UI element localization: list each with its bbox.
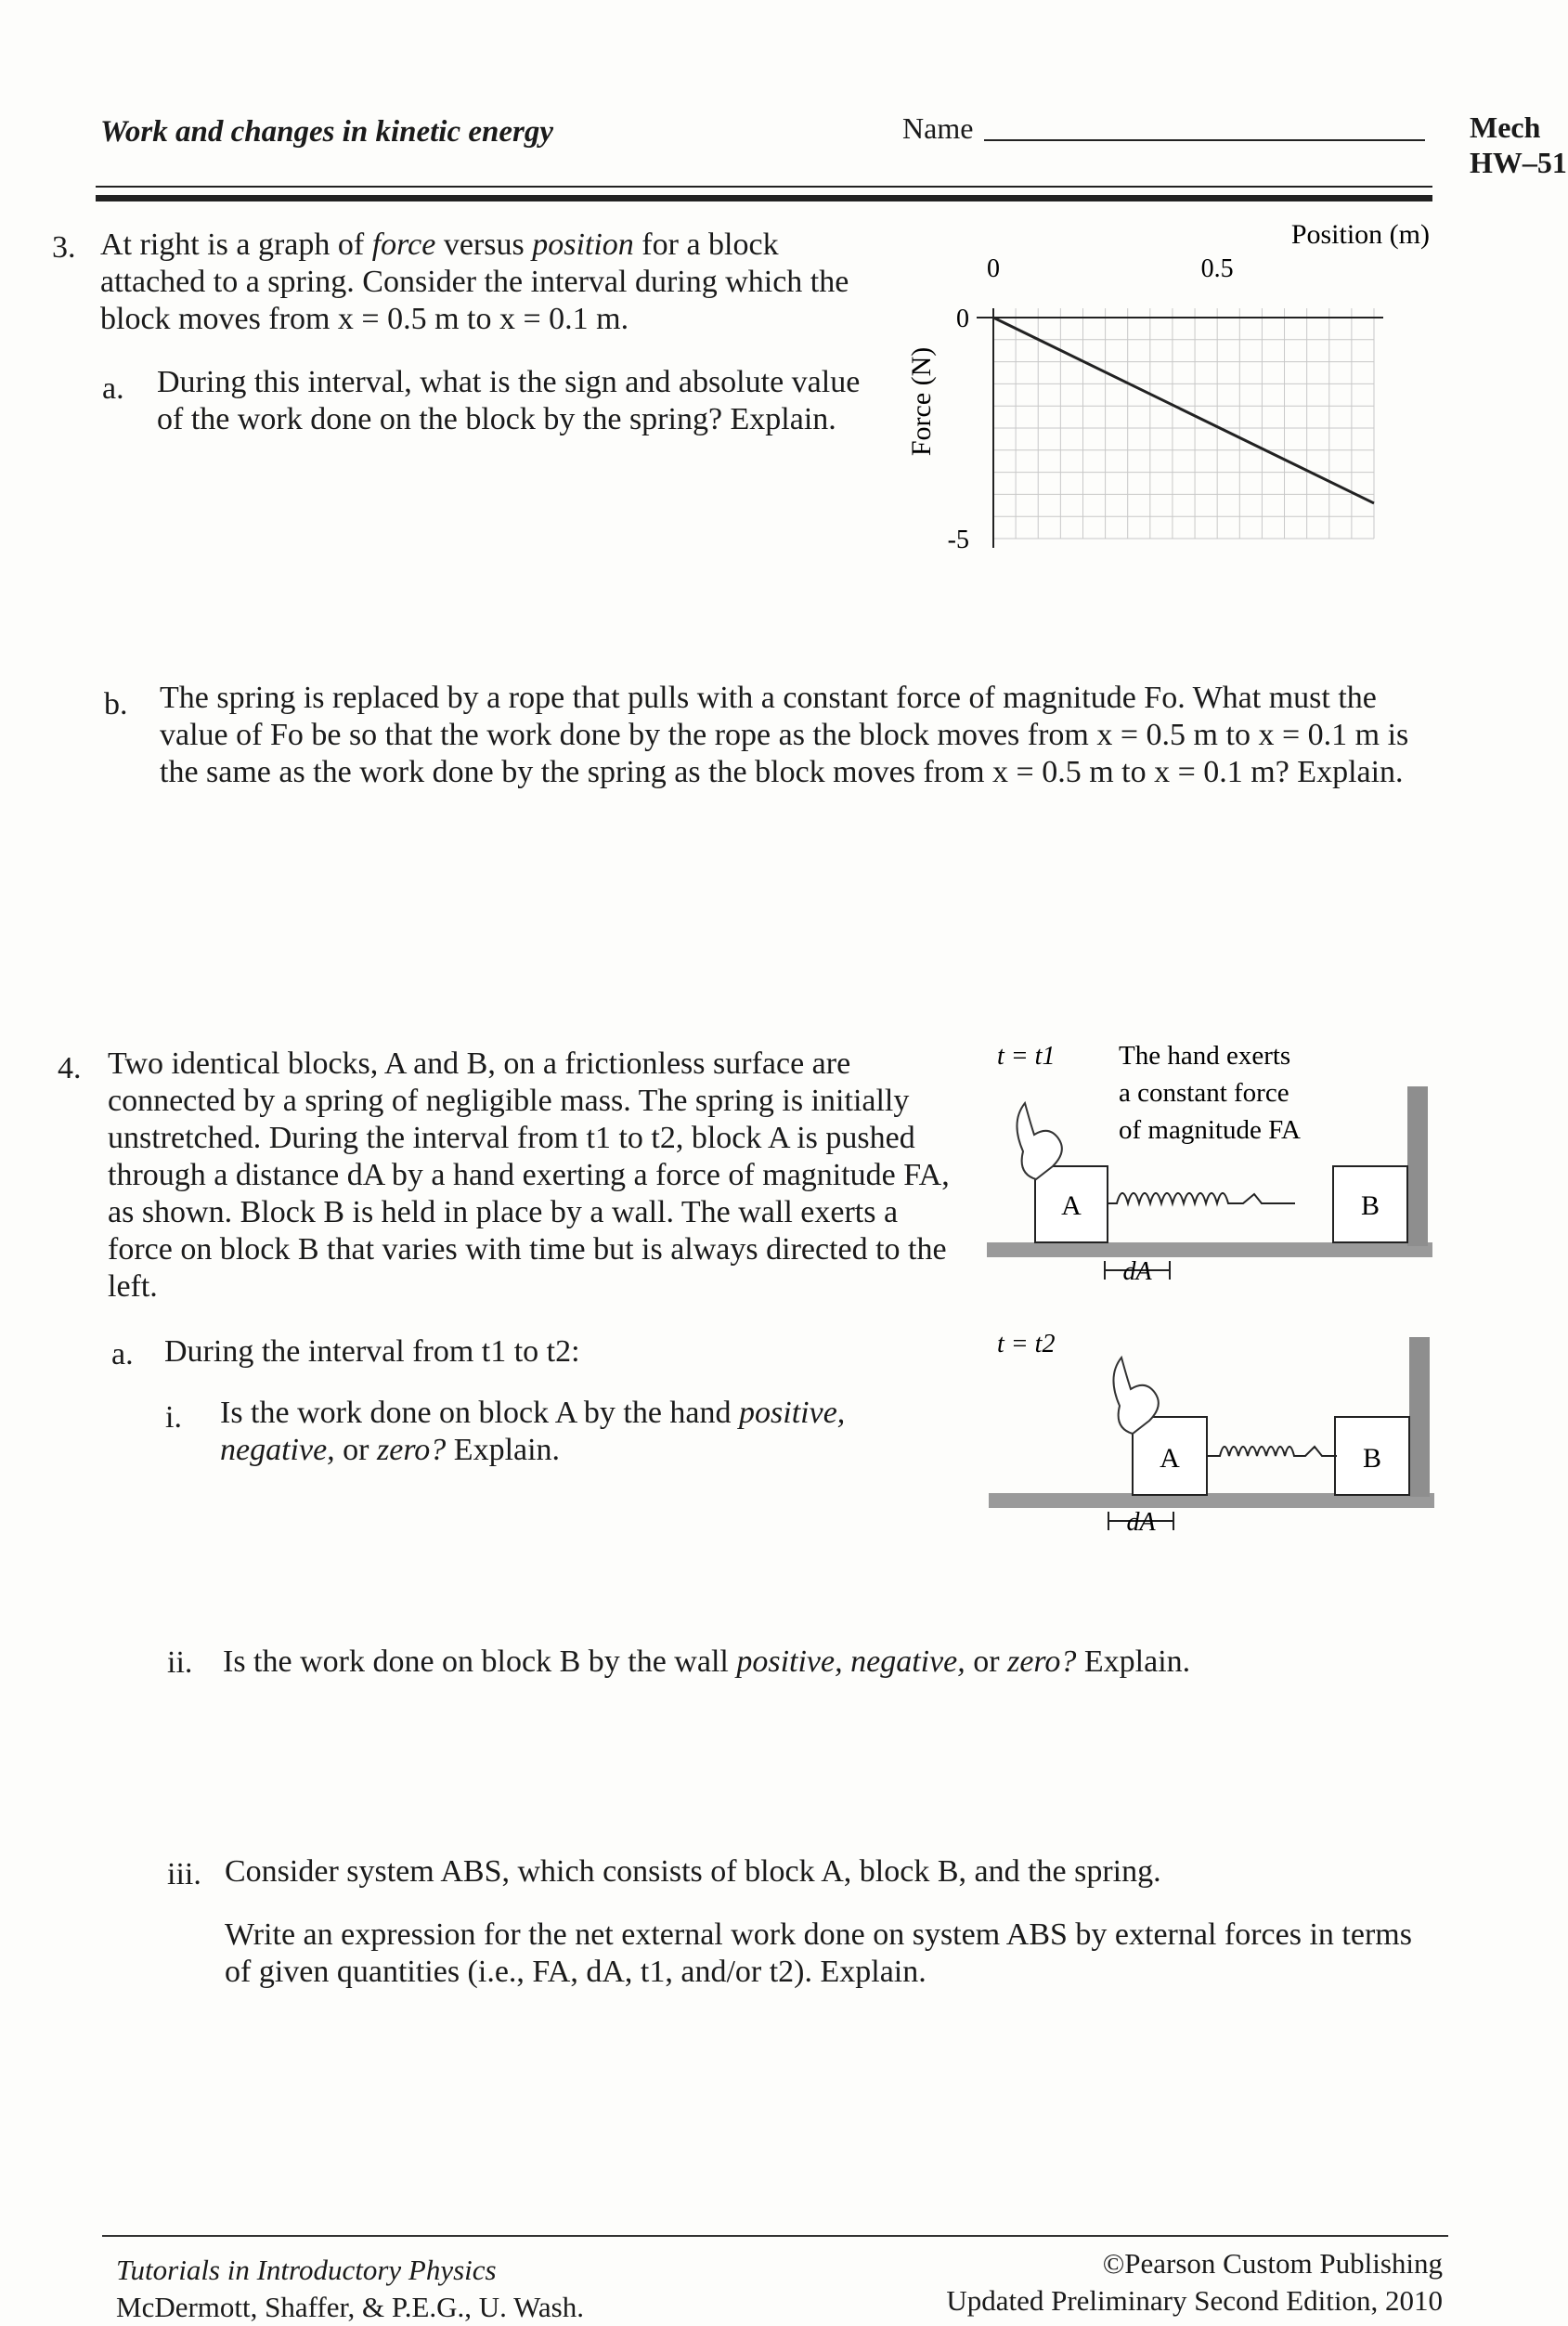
q4aiii-text: Consider system ABS, which consists of block A, block B, and the spring. — [225, 1854, 1161, 1889]
q3-number: 3. — [52, 230, 76, 265]
footer-right — [946, 2245, 1443, 2320]
q3b-label: b. — [104, 687, 128, 721]
block-b-1-label: B — [1360, 1190, 1380, 1221]
course-name: Mech — [1470, 110, 1541, 144]
wall-2 — [1409, 1337, 1430, 1497]
q4ai-text: Is the work done on block A by the hand positive, negative, or zero? Explain. — [220, 1396, 846, 1467]
footer-publisher: ©Pearson Custom Publishing — [1102, 2247, 1443, 2280]
q4aii-label: ii. — [167, 1645, 193, 1680]
distance-label-1: dA — [1122, 1257, 1152, 1286]
force-line — [993, 318, 1374, 503]
blocks-spring-figure — [984, 1031, 1448, 1551]
block-a-2-label: A — [1160, 1443, 1180, 1474]
hand-caption-3: of magnitude FA — [1119, 1115, 1301, 1145]
block-a-1-label: A — [1061, 1190, 1082, 1221]
header-rule-thick — [96, 195, 1432, 201]
spring-2 — [1207, 1447, 1337, 1456]
graph-grid — [993, 308, 1374, 539]
q4aiii-text-2: Write an expression for the net external work done on system ABS by external forces in terms of given quantities (i.e., FA, dA, t1, and/or t2). Explain. — [225, 1917, 1412, 1989]
force-position-graph — [891, 214, 1430, 576]
t2-label: t = t2 — [997, 1330, 1056, 1358]
spring-1 — [1108, 1193, 1295, 1203]
page-code: HW–51 — [1470, 146, 1567, 179]
q3b-text: The spring is replaced by a rope that pulls with a constant force of magnitude Fo. What must the value of Fo be so that the work done by the rope as the block moves from x = 0.5 m to x = 0.1 m is the same as the work done by the spring as the block moves from x = 0.5 m to x = 0.1 m? Explain. — [160, 681, 1409, 789]
q4ai-label: i. — [165, 1400, 182, 1435]
q4a-label: a. — [111, 1337, 134, 1371]
worksheet-title: Work and changes in kinetic energy — [100, 115, 553, 149]
q4-intro: Two identical blocks, A and B, on a frictionless surface are connected by a spring of negligible mass. The spring is initially unstretched. During the interval from t1 to t2, block A is pushed through a distance dA by a hand exerting a force of magnitude FA, as shown. Block B is held in place by a wall. The wall exerts a force on block B that varies with time but is always directed to the left. — [108, 1046, 950, 1304]
footer-left — [116, 2252, 584, 2326]
distance-label-2: dA — [1126, 1508, 1156, 1537]
hand-caption-2: a constant force — [1119, 1078, 1289, 1108]
footer-authors: McDermott, Shaffer, & P.E.G., U. Wash. — [116, 2291, 584, 2323]
name-blank-line[interactable] — [984, 139, 1425, 141]
block-b-2-label: B — [1362, 1443, 1382, 1474]
y-axis-label: Force (N) — [906, 346, 937, 457]
t1-label: t = t1 — [997, 1042, 1056, 1071]
footer-rule — [102, 2235, 1448, 2237]
q4aiii-label: iii. — [167, 1857, 201, 1891]
y-tick-0: 0 — [956, 305, 969, 333]
wall-1 — [1407, 1086, 1428, 1246]
x-axis-label: Position (m) — [1290, 219, 1430, 250]
q4aii-text: Is the work done on block B by the wall positive, negative, or zero? Explain. — [223, 1644, 1191, 1679]
course-code — [1470, 110, 1567, 180]
y-tick-minus5: -5 — [947, 526, 969, 554]
footer-book-title: Tutorials in Introductory Physics — [116, 2254, 497, 2286]
header-rule-thin — [96, 186, 1432, 188]
x-tick-0.5: 0.5 — [1200, 254, 1234, 283]
q3-intro: At right is a graph of force versus position for a block attached to a spring. Consider the interval during which the block moves from x = 0.5 m to x = 0.1 m. — [100, 227, 849, 336]
q3a-text: During this interval, what is the sign and absolute value of the work done on the block by the spring? Explain. — [157, 365, 861, 436]
q3a-label: a. — [102, 371, 124, 406]
footer-edition: Updated Preliminary Second Edition, 2010 — [946, 2284, 1443, 2317]
q4-number: 4. — [58, 1051, 82, 1085]
name-label: Name — [902, 111, 974, 145]
floor-1 — [987, 1242, 1432, 1257]
x-tick-0: 0 — [987, 254, 1000, 283]
q4a-text: During the interval from t1 to t2: — [164, 1334, 580, 1369]
hand-caption-1: The hand exerts — [1119, 1041, 1291, 1071]
